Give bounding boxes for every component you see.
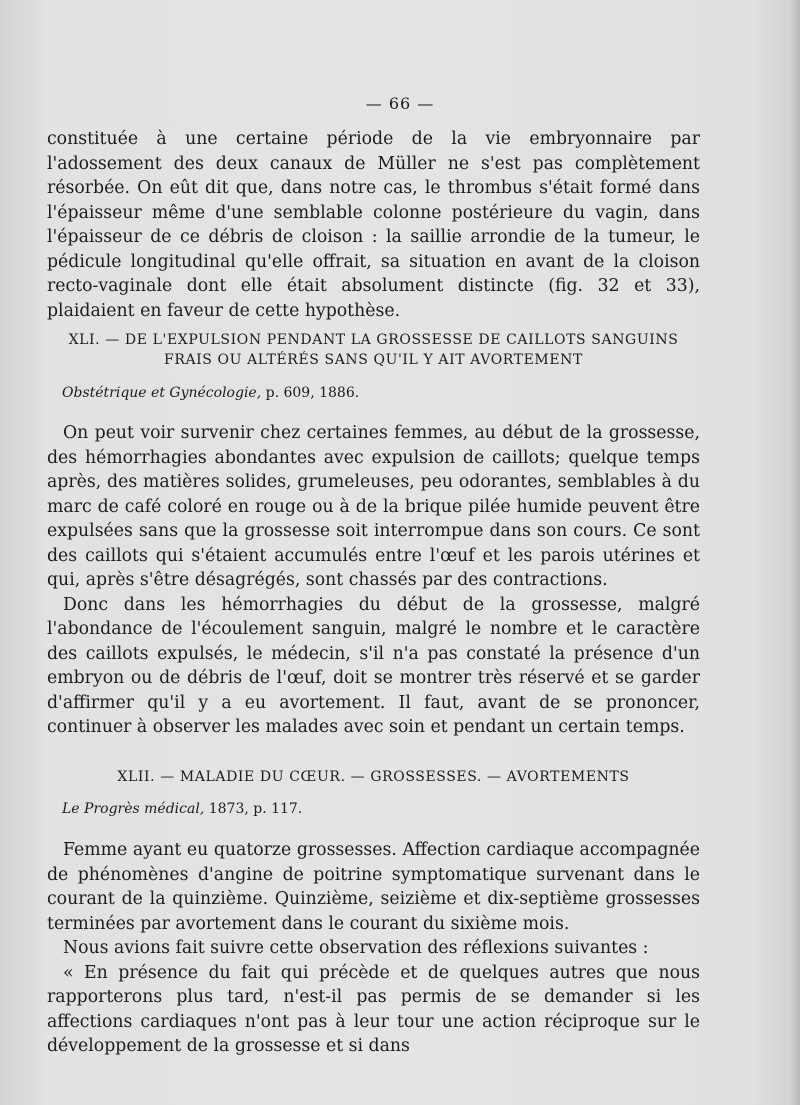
section-42-body [47,838,700,1059]
section-41-source-title: Obstétrique et Gynécologie, [62,385,262,401]
section-41-paragraph-2: Donc dans les hémorrhagies du début de la grossesse, malgré l'abondance de l'écoulement sanguin, malgré le nombre et le caractère des caillots expulsés, le médecin, s'il n'a pas constaté la présence d'un embryon ou de débris de l'œuf, doit se montrer très réservé et se garder d'affirmer qu'il y a eu avortement. Il faut, avant de se prononcer, continuer à observer les malades avec soin et pendant un certain temps. [47,594,700,737]
section-42-source-title: Le Progrès médical, [62,801,205,817]
section-41-paragraph-1: On peut voir survenir chez certaines femmes, au début de la grossesse, des hémorrhagies abondantes avec expulsion de caillots; quelque temps après, des matières solides, grumeleuses, peu odorantes, semblables à du marc de café coloré en rouge ou à de la brique pilée humide peuvent être expulsées sans que la grossesse soit interrompue dans son cours. Ce sont des caillots qui s'étaient accumulés entre l'œuf et les parois utérines et qui, après s'être désagrégés, sont chassés par des contractions. [47,423,700,590]
section-42-paragraph-2: Nous avions fait suivre cette observation des réflexions suivantes : [63,938,649,958]
intro-paragraph: constituée à une certaine période de la vie embryonnaire par l'adossement des deux canaux de Müller ne s'est pas complètement résorbée. On eût dit que, dans notre cas, le thrombus s'était formé dans l'épaisseur même d'une semblable colonne postérieure du vagin, dans l'épaisseur de ce débris de cloison : la saillie arrondie de la tumeur, le pédicule longitudinal qu'elle offrait, sa situation en avant de la cloison recto-vaginale dont elle était absolument distincte (fig. 32 et 33), plaidaient en faveur de cette hypothèse. [47,129,700,321]
section-41-source-ref: p. 609, 1886. [261,385,360,401]
section-42-heading-line: XLII. — MALADIE DU CŒUR. — GROSSESSES. — AVORTEMENTS [117,769,630,785]
section-42-heading [47,767,700,787]
page-number: — 66 — [365,94,435,113]
section-42-paragraph-3: « En présence du fait qui précède et de quelques autres que nous rapporterons plus tard, n'est-il pas permis de se demander si les affections cardiaques n'ont pas à leur tour une action réciproque sur le développement de la grossesse et si dans [47,962,700,1056]
section-42-source-ref: 1873, p. 117. [204,801,303,817]
section-42-paragraph-1: Femme ayant eu quatorze grossesses. Affection cardiaque accompagnée de phénomènes d'angine de poitrine symptomatique survenant dans le courant de la quinzième. Quinzième, seizième et dix-septième grossesses terminées par avortement dans le courant du sixième mois. [47,840,700,934]
section-42-source [62,801,302,817]
section-41-source [62,385,359,401]
section-41-body [47,421,700,740]
intro-block [47,127,700,323]
section-41-heading-line2: FRAIS OU ALTÉRÉS SANS QU'IL Y AIT AVORTEMENT [164,352,583,368]
section-41-heading [47,330,700,370]
section-41-heading-line1: XLI. — DE L'EXPULSION PENDANT LA GROSSESSE DE CAILLOTS SANGUINS [68,332,679,348]
